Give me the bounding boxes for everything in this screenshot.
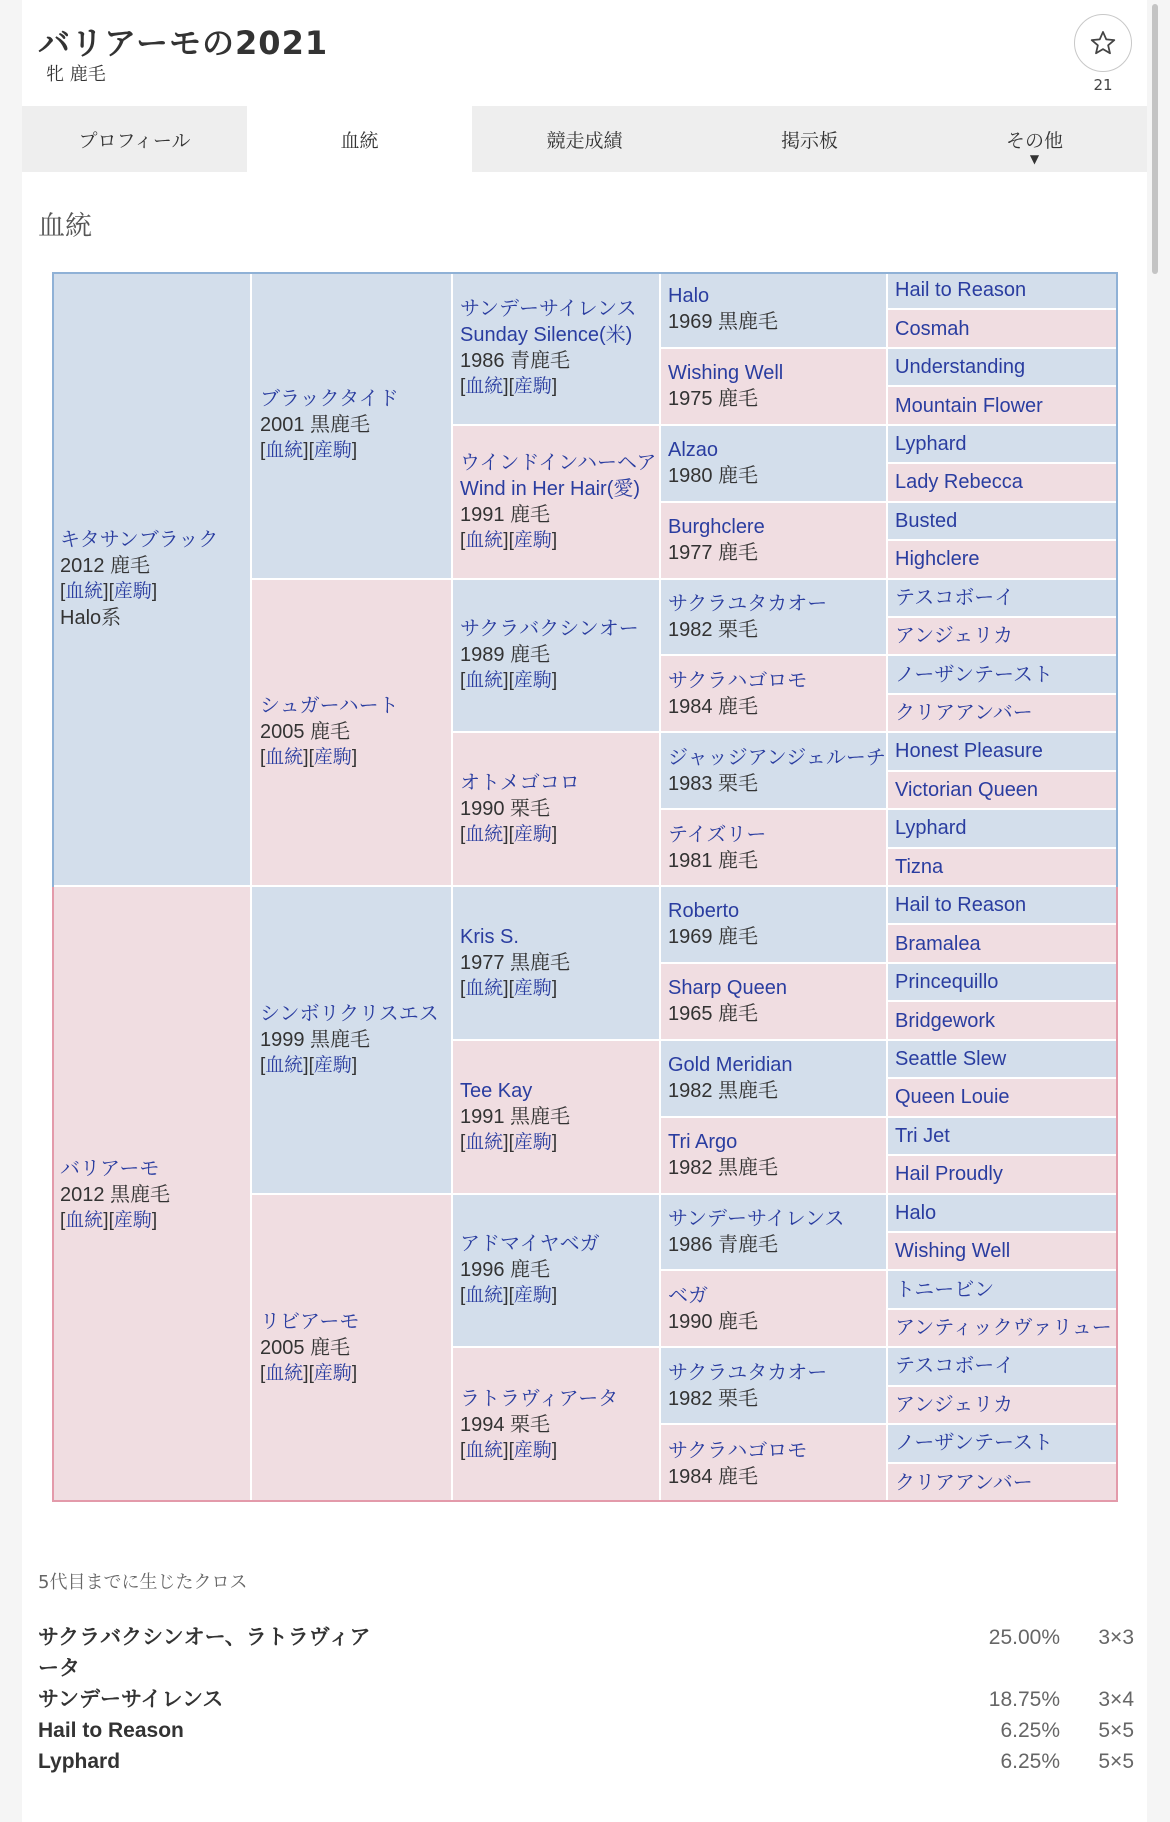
pedigree-cell-gen3: [453, 580, 659, 732]
tab-bulletin-board[interactable]: [697, 106, 922, 172]
cross-horse-name: サクラバクシンオー、ラトラヴィアータ: [38, 1626, 371, 1680]
cross-percentage: 6.25%: [1000, 1750, 1060, 1773]
bracket: [: [460, 375, 466, 397]
ancestor-name-link[interactable]: ノーザンテースト: [895, 663, 1053, 686]
pedigree-cell-gen2: [252, 272, 451, 578]
pedigree-link[interactable]: 血統: [465, 1285, 504, 1307]
ancestor-links: [260, 745, 451, 771]
ancestor-birth-year-color: 2012 鹿毛: [60, 554, 151, 577]
ancestor-name-link[interactable]: Alzao: [668, 439, 719, 462]
tab-bar: [22, 106, 1147, 172]
ancestor-birth-year-color: 1990 鹿毛: [668, 1310, 759, 1333]
ancestor-name-link[interactable]: Mountain Flower: [895, 394, 1043, 417]
ancestor-birth-year-color: 1990 栗毛: [460, 798, 551, 821]
pedigree-link[interactable]: 血統: [265, 747, 304, 769]
bracket: ][: [503, 375, 514, 397]
ancestor-birth-year-color: 1980 鹿毛: [668, 465, 759, 488]
ancestor-name-link[interactable]: クリアアンバー: [895, 1471, 1033, 1494]
pedigree-link[interactable]: 血統: [465, 824, 504, 846]
bracket: ]: [351, 747, 358, 769]
tab-other[interactable]: [922, 106, 1147, 172]
ancestor-name-link[interactable]: Roberto: [668, 900, 740, 923]
pedigree-cell-gen2: [252, 887, 451, 1193]
pedigree-cell-gen3: [453, 733, 659, 885]
cross-row: [38, 1622, 1134, 1684]
ancestor-name-link[interactable]: Kris S.: [460, 925, 519, 948]
pedigree-cell-gen5: [888, 503, 1118, 539]
cross-row: [38, 1684, 1134, 1715]
cross-percentage: 25.00%: [988, 1626, 1060, 1649]
bracket: ][: [103, 1209, 114, 1231]
ancestor-links: [260, 1361, 451, 1387]
bracket: [: [460, 1440, 466, 1462]
pedigree-link[interactable]: 血統: [465, 977, 504, 999]
ancestor-birth-year-color: 1984 鹿毛: [668, 695, 759, 718]
ancestor-birth-year-color: 1991 鹿毛: [460, 503, 551, 526]
tab-race-results[interactable]: [472, 106, 697, 172]
pedigree-cell-gen5: [888, 1079, 1118, 1115]
ancestor-links: [460, 528, 659, 554]
ancestor-links: [460, 1438, 659, 1464]
sire-line: Halo系: [60, 606, 122, 629]
bracket: [: [260, 747, 266, 769]
bracket: ]: [351, 1054, 358, 1076]
pedigree-cell-gen5: [888, 1118, 1118, 1154]
offspring-link[interactable]: 産駒: [513, 375, 552, 397]
pedigree-table: [52, 272, 1118, 1502]
cross-horse-name: サンデーサイレンス: [38, 1688, 224, 1711]
ancestor-links: [460, 976, 659, 1002]
ancestor-name-link[interactable]: サンデーサイレンス: [668, 1207, 845, 1230]
pedigree-cell-gen3: [453, 1195, 659, 1347]
bracket: [: [60, 580, 66, 602]
pedigree-link[interactable]: 血統: [65, 580, 104, 602]
offspring-link[interactable]: 産駒: [513, 977, 552, 999]
bracket: ][: [503, 670, 514, 692]
pedigree-link[interactable]: 血統: [265, 1363, 304, 1385]
ancestor-english-name-link[interactable]: Wind in Her Hair(愛): [460, 477, 641, 500]
ancestor-name-link[interactable]: Lyphard: [895, 817, 967, 840]
pedigree-link[interactable]: 血統: [465, 375, 504, 397]
tab-label: プロフィール: [78, 129, 191, 152]
pedigree-cell-gen4: [661, 887, 886, 962]
ancestor-name-link[interactable]: テスコボーイ: [895, 586, 1015, 609]
bracket: ]: [351, 439, 358, 461]
pedigree-cell-gen5: [888, 426, 1118, 462]
ancestor-links: [260, 438, 451, 464]
pedigree-cell-gen5: [888, 1464, 1118, 1502]
bracket: ][: [103, 580, 114, 602]
section-title: 血統: [38, 211, 92, 242]
ancestor-links: [60, 579, 250, 605]
bracket: [: [460, 529, 466, 551]
ancestor-name-link[interactable]: サクラハゴロモ: [668, 1439, 808, 1462]
tab-label: 掲示板: [780, 129, 838, 152]
scrollbar-thumb[interactable]: [1152, 4, 1158, 274]
pedigree-cell-gen5: [888, 810, 1118, 846]
pedigree-cell-gen3: [453, 1348, 659, 1502]
ancestor-name-link[interactable]: シュガーハート: [260, 695, 399, 718]
pedigree-link[interactable]: 血統: [465, 670, 504, 692]
ancestor-birth-year-color: 1982 黒鹿毛: [668, 1157, 779, 1180]
cross-horse-name: Lyphard: [38, 1750, 121, 1773]
ancestor-name-link[interactable]: リビアーモ: [260, 1311, 360, 1334]
pedigree-cell-gen3: [453, 426, 659, 578]
pedigree-cell-gen5: [888, 387, 1118, 423]
ancestor-name-link[interactable]: Lady Rebecca: [895, 471, 1023, 494]
pedigree-cell-gen5: [888, 772, 1118, 808]
ancestor-name-link[interactable]: シンボリクリスエス: [260, 1002, 439, 1025]
pedigree-cell-gen2: [252, 1195, 451, 1503]
ancestor-birth-year-color: 1969 黒鹿毛: [668, 311, 779, 334]
bracket: ][: [303, 1054, 314, 1076]
cross-generation: 5×5: [1098, 1719, 1134, 1742]
ancestor-name-link[interactable]: Queen Louie: [895, 1086, 1010, 1109]
ancestor-name-link[interactable]: Sharp Queen: [668, 977, 787, 1000]
ancestor-birth-year-color: 1977 黒鹿毛: [460, 951, 571, 974]
bracket: [: [460, 1131, 466, 1153]
cross-section-title: 5代目までに生じたクロス: [38, 1572, 248, 1593]
ancestor-name-link[interactable]: Tizna: [895, 855, 944, 878]
tab-profile[interactable]: [22, 106, 247, 172]
pedigree-cell-gen5: [888, 580, 1118, 616]
ancestor-english-name-link[interactable]: Sunday Silence(米): [460, 323, 633, 346]
ancestor-name-link[interactable]: Gold Meridian: [668, 1054, 793, 1077]
ancestor-name-link[interactable]: アンティックヴァリュー: [895, 1317, 1112, 1340]
pedigree-cell-gen1: [52, 887, 250, 1502]
bracket: [: [260, 1363, 266, 1385]
offspring-link[interactable]: 産駒: [313, 747, 352, 769]
ancestor-birth-year-color: 1983 栗毛: [668, 772, 759, 795]
pedigree-cell-gen5: [888, 695, 1118, 731]
pedigree-cell-gen5: [888, 541, 1118, 577]
bracket: ]: [551, 824, 558, 846]
horse-sex-color: 牝 鹿毛: [46, 64, 106, 85]
bracket: ]: [551, 977, 558, 999]
bracket: ]: [551, 1440, 558, 1462]
ancestor-birth-year-color: 1975 鹿毛: [668, 388, 759, 411]
pedigree-cell-gen5: [888, 849, 1118, 885]
ancestor-name-link[interactable]: Hail to Reason: [895, 894, 1027, 917]
pedigree-cell-gen5: [888, 1310, 1118, 1346]
ancestor-name-link[interactable]: ベガ: [668, 1284, 708, 1307]
bracket: ]: [551, 1131, 558, 1153]
ancestor-name-link[interactable]: ウインドインハーヘア: [460, 451, 657, 474]
pedigree-cell-gen4: [661, 1118, 886, 1193]
bracket: ][: [503, 529, 514, 551]
bracket: [: [460, 1285, 466, 1307]
ancestor-birth-year-color: 1989 鹿毛: [460, 644, 551, 667]
pedigree-cell-gen4: [661, 272, 886, 347]
bracket: [: [460, 670, 466, 692]
bracket: ][: [503, 1440, 514, 1462]
tab-label: 血統: [340, 129, 379, 152]
bracket: [: [460, 977, 466, 999]
bracket: ][: [503, 977, 514, 999]
pedigree-cell-gen5: [888, 618, 1118, 654]
ancestor-birth-year-color: 1982 栗毛: [668, 618, 759, 641]
cross-table: [38, 1622, 1134, 1777]
ancestor-birth-year-color: 2005 鹿毛: [260, 1337, 351, 1360]
cross-generation: 5×5: [1098, 1750, 1134, 1773]
pedigree-cell-gen4: [661, 733, 886, 808]
ancestor-name-link[interactable]: Halo: [895, 1201, 937, 1224]
bracket: ][: [303, 439, 314, 461]
ancestor-name-link[interactable]: アドマイヤベガ: [460, 1233, 600, 1256]
ancestor-name-link[interactable]: Tri Argo: [668, 1131, 738, 1154]
pedigree-cell-gen4: [661, 1425, 886, 1502]
cross-row: [38, 1746, 1134, 1777]
cross-row: [38, 1715, 1134, 1746]
ancestor-name-link[interactable]: Busted: [895, 509, 958, 532]
ancestor-birth-year-color: 1981 鹿毛: [668, 849, 759, 872]
bracket: ]: [551, 375, 558, 397]
pedigree-cell-gen5: [888, 1348, 1118, 1384]
cross-percentage: 6.25%: [1000, 1719, 1060, 1742]
ancestor-birth-year-color: 2012 黒鹿毛: [60, 1183, 171, 1206]
pedigree-cell-gen4: [661, 964, 886, 1039]
pedigree-cell-gen5: [888, 925, 1118, 961]
ancestor-birth-year-color: 1996 鹿毛: [460, 1259, 551, 1282]
offspring-link[interactable]: 産駒: [513, 529, 552, 551]
ancestor-birth-year-color: 2005 鹿毛: [260, 721, 351, 744]
ancestor-name-link[interactable]: Highclere: [895, 548, 980, 571]
pedigree-cell-gen3: [453, 272, 659, 424]
bracket: ]: [551, 529, 558, 551]
ancestor-name-link[interactable]: サクラユタカオー: [668, 592, 828, 615]
ancestor-name-link[interactable]: テイズリー: [668, 823, 767, 846]
cross-generation: 3×4: [1098, 1688, 1134, 1711]
bracket: ][: [503, 1131, 514, 1153]
ancestor-name-link[interactable]: Understanding: [895, 356, 1026, 379]
ancestor-birth-year-color: 1984 鹿毛: [668, 1465, 759, 1488]
ancestor-birth-year-color: 1994 栗毛: [460, 1414, 551, 1437]
ancestor-name-link[interactable]: ブラックタイド: [260, 387, 399, 410]
bracket: ]: [551, 1285, 558, 1307]
offspring-link[interactable]: 産駒: [513, 1285, 552, 1307]
favorite-button[interactable]: [1074, 14, 1132, 72]
bracket: [: [260, 439, 266, 461]
ancestor-name-link[interactable]: アンジェリカ: [895, 1393, 1014, 1416]
bracket: ]: [151, 1209, 158, 1231]
pedigree-cell-gen4: [661, 1041, 886, 1116]
ancestor-name-link[interactable]: Hail to Reason: [895, 279, 1027, 302]
pedigree-cell-gen4: [661, 426, 886, 501]
pedigree-cell-gen2: [252, 580, 451, 886]
ancestor-name-link[interactable]: サクラバクシンオー: [460, 618, 639, 641]
bracket: ][: [303, 747, 314, 769]
offspring-link[interactable]: 産駒: [313, 1054, 352, 1076]
pedigree-cell-gen5: [888, 1041, 1118, 1077]
ancestor-name-link[interactable]: ノーザンテースト: [895, 1432, 1053, 1455]
pedigree-link[interactable]: 血統: [265, 1054, 304, 1076]
offspring-link[interactable]: 産駒: [113, 1209, 152, 1231]
ancestor-name-link[interactable]: Wishing Well: [895, 1240, 1011, 1263]
pedigree-cell-gen5: [888, 1156, 1118, 1192]
bracket: [: [60, 1209, 66, 1231]
bracket: ][: [503, 824, 514, 846]
pedigree-cell-gen4: [661, 503, 886, 578]
pedigree-cell-gen5: [888, 464, 1118, 500]
bracket: ]: [351, 1363, 358, 1385]
offspring-link[interactable]: 産駒: [313, 439, 352, 461]
pedigree-cell-gen5: [888, 964, 1118, 1000]
tab-label: 競走成績: [546, 129, 623, 152]
ancestor-name-link[interactable]: Bramalea: [895, 932, 981, 955]
pedigree-link[interactable]: 血統: [465, 529, 504, 551]
ancestor-name-link[interactable]: Tri Jet: [895, 1124, 950, 1147]
bracket: [: [460, 824, 466, 846]
pedigree-cell-gen5: [888, 656, 1118, 692]
pedigree-link[interactable]: 血統: [465, 1440, 504, 1462]
ancestor-name-link[interactable]: Lyphard: [895, 432, 967, 455]
ancestor-name-link[interactable]: テスコボーイ: [895, 1355, 1015, 1378]
ancestor-birth-year-color: 1986 青鹿毛: [668, 1233, 779, 1256]
ancestor-name-link[interactable]: Halo: [668, 285, 710, 308]
pedigree-cell-gen4: [661, 1195, 886, 1270]
ancestor-name-link[interactable]: ラトラヴィアータ: [460, 1388, 619, 1411]
page-title: バリアーモの2021: [38, 24, 329, 62]
pedigree-cell-gen5: [888, 1425, 1118, 1461]
ancestor-name-link[interactable]: サクラユタカオー: [668, 1361, 828, 1384]
cross-generation: 3×3: [1098, 1626, 1134, 1649]
ancestor-name-link[interactable]: Hail Proudly: [895, 1163, 1003, 1186]
pedigree-cell-gen5: [888, 1387, 1118, 1423]
ancestor-name-link[interactable]: ジャッジアンジェルーチ: [668, 746, 886, 769]
ancestor-links: [460, 668, 659, 694]
ancestor-links: [460, 374, 659, 400]
cross-horse-name: Hail to Reason: [38, 1719, 184, 1742]
pedigree-cell-gen4: [661, 656, 886, 731]
ancestor-links: [460, 1283, 659, 1309]
pedigree-cell-gen5: [888, 310, 1118, 346]
bracket: ]: [151, 580, 158, 602]
ancestor-birth-year-color: 1977 鹿毛: [668, 542, 759, 565]
ancestor-birth-year-color: 1999 黒鹿毛: [260, 1028, 371, 1051]
pedigree-cell-gen3: [453, 887, 659, 1039]
pedigree-cell-gen5: [888, 1195, 1118, 1231]
tab-pedigree[interactable]: [247, 106, 472, 172]
ancestor-name-link[interactable]: サクラハゴロモ: [668, 669, 808, 692]
caret-down-icon: ▼: [1029, 152, 1040, 166]
ancestor-birth-year-color: 1982 栗毛: [668, 1387, 759, 1410]
offspring-link[interactable]: 産駒: [113, 580, 152, 602]
pedigree-cell-gen5: [888, 272, 1118, 308]
pedigree-cell-gen5: [888, 349, 1118, 385]
ancestor-name-link[interactable]: Seattle Slew: [895, 1047, 1007, 1070]
pedigree-cell-gen1: [52, 272, 250, 885]
pedigree-cell-gen4: [661, 1348, 886, 1423]
favorite-count: 21: [1093, 76, 1113, 94]
pedigree-link[interactable]: 血統: [465, 1131, 504, 1153]
ancestor-name-link[interactable]: トニービン: [895, 1278, 995, 1301]
ancestor-birth-year-color: 1986 青鹿毛: [460, 349, 571, 372]
ancestor-links: [60, 1208, 250, 1234]
ancestor-name-link[interactable]: バリアーモ: [60, 1157, 160, 1180]
offspring-link[interactable]: 産駒: [513, 670, 552, 692]
ancestor-links: [460, 1130, 659, 1156]
ancestor-name-link[interactable]: Princequillo: [895, 971, 999, 994]
offspring-link[interactable]: 産駒: [513, 1131, 552, 1153]
offspring-link[interactable]: 産駒: [513, 824, 552, 846]
bracket: ][: [303, 1363, 314, 1385]
ancestor-birth-year-color: 1991 黒鹿毛: [460, 1105, 571, 1128]
ancestor-name-link[interactable]: Victorian Queen: [895, 778, 1039, 801]
ancestor-birth-year-color: 1969 鹿毛: [668, 926, 759, 949]
ancestor-name-link[interactable]: Wishing Well: [668, 362, 784, 385]
pedigree-cell-gen5: [888, 733, 1118, 769]
tab-label: その他: [1005, 129, 1063, 152]
ancestor-birth-year-color: 2001 黒鹿毛: [260, 413, 371, 436]
ancestor-name-link[interactable]: Bridgework: [895, 1009, 996, 1032]
ancestor-name-link[interactable]: Cosmah: [895, 317, 970, 340]
ancestor-links: [460, 822, 659, 848]
pedigree-cell-gen5: [888, 1233, 1118, 1269]
pedigree-cell-gen4: [661, 580, 886, 655]
pedigree-cell-gen4: [661, 1271, 886, 1346]
ancestor-name-link[interactable]: Honest Pleasure: [895, 740, 1043, 763]
pedigree-cell-gen4: [661, 810, 886, 885]
pedigree-cell-gen5: [888, 1002, 1118, 1038]
ancestor-name-link[interactable]: アンジェリカ: [895, 625, 1014, 648]
ancestor-birth-year-color: 1965 鹿毛: [668, 1003, 759, 1026]
ancestor-name-link[interactable]: サンデーサイレンス: [460, 297, 637, 320]
pedigree-link[interactable]: 血統: [65, 1209, 104, 1231]
bracket: ][: [503, 1285, 514, 1307]
pedigree-link[interactable]: 血統: [265, 439, 304, 461]
cross-percentage: 18.75%: [988, 1688, 1060, 1711]
star-outline-icon: [1089, 29, 1117, 57]
ancestor-links: [260, 1053, 451, 1079]
ancestor-birth-year-color: 1982 黒鹿毛: [668, 1080, 779, 1103]
offspring-link[interactable]: 産駒: [313, 1363, 352, 1385]
ancestor-name-link[interactable]: オトメゴコロ: [460, 772, 580, 795]
ancestor-name-link[interactable]: Burghclere: [668, 516, 765, 539]
pedigree-cell-gen5: [888, 1271, 1118, 1307]
bracket: ]: [551, 670, 558, 692]
ancestor-name-link[interactable]: Tee Kay: [460, 1079, 533, 1102]
pedigree-cell-gen3: [453, 1041, 659, 1193]
bracket: [: [260, 1054, 266, 1076]
ancestor-name-link[interactable]: クリアアンバー: [895, 702, 1033, 725]
ancestor-name-link[interactable]: キタサンブラック: [60, 528, 219, 551]
pedigree-cell-gen4: [661, 349, 886, 424]
pedigree-cell-gen5: [888, 887, 1118, 923]
offspring-link[interactable]: 産駒: [513, 1440, 552, 1462]
